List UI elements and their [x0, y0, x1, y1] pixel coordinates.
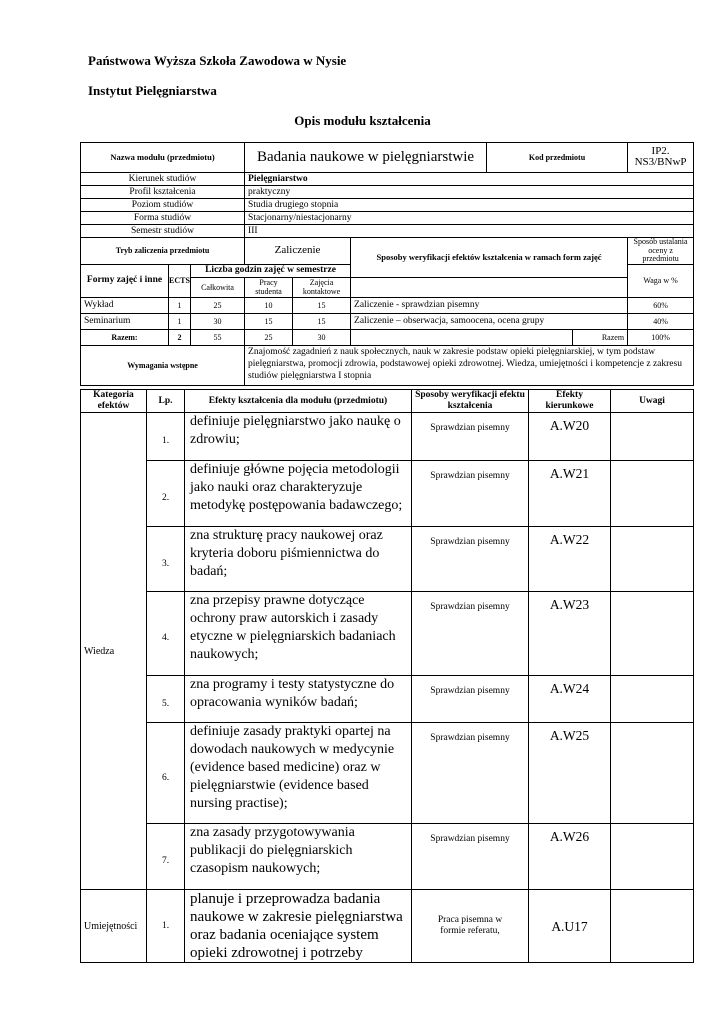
sum-weight: 100% [628, 329, 694, 345]
info-label: Semestr studiów [81, 225, 245, 238]
header-direction-effects: Efekty kierunkowe [529, 390, 611, 413]
verification-methods-label: Sposoby weryfikacji efektów kształcenia w ramach form zajęć [351, 238, 628, 278]
outcome-code: A.W21 [529, 461, 611, 527]
hours-contact-header: Zajęcia kontaktowe [293, 277, 351, 297]
outcome-effect: definiuje pielęgniarstwo jako naukę o zdrowiu; [185, 413, 412, 461]
form-method: Zaliczenie - sprawdzian pisemny [351, 297, 628, 313]
outcome-lp: 4. [147, 592, 185, 676]
header-lp: Lp. [147, 390, 185, 413]
header-effect: Efekty kształcenia dla modułu (przedmiotu) [185, 390, 412, 413]
learning-outcomes-table [80, 389, 694, 963]
sum-contact: 30 [293, 329, 351, 345]
category-skills: Umiejętności [81, 890, 147, 963]
sum-ects: 2 [169, 329, 191, 345]
outcome-lp: 3. [147, 527, 185, 592]
form-total: 30 [191, 313, 245, 329]
form-method: Zaliczenie – obserwacja, samoocena, ocena grupy [351, 313, 628, 329]
outcome-verification: Sprawdzian pisemny [412, 723, 529, 824]
outcome-notes [611, 723, 694, 824]
outcome-effect: definiuje główne pojęcia metodologii jako nauki oraz charakteryzuje metodykę postępowania badawczego; [185, 461, 412, 527]
form-ects: 1 [169, 313, 191, 329]
outcome-code: A.W25 [529, 723, 611, 824]
school-name: Państwowa Wyższa Szkoła Zawodowa w Nysie [88, 53, 347, 68]
form-contact: 15 [293, 313, 351, 329]
outcome-lp: 6. [147, 723, 185, 824]
outcome-verification: Sprawdzian pisemny [412, 413, 529, 461]
outcome-lp: 2. [147, 461, 185, 527]
module-name-value: Badania naukowe w pielęgniarstwie [245, 143, 487, 173]
info-label: Poziom studiów [81, 199, 245, 212]
requirements-label: Wymagania wstępne [81, 345, 245, 385]
header-notes: Uwagi [611, 390, 694, 413]
module-code-label: Kod przedmiotu [487, 143, 628, 173]
outcome-verification: Sprawdzian pisemny [412, 461, 529, 527]
institute-name: Instytut Pielęgniarstwa [88, 83, 217, 98]
outcome-notes [611, 413, 694, 461]
outcome-code: A.W26 [529, 824, 611, 890]
module-info-table [80, 142, 694, 386]
document-title: Opis modułu kształcenia [294, 113, 431, 128]
form-name: Seminarium [81, 313, 169, 329]
info-label: Kierunek studiów [81, 173, 245, 186]
hours-student-header: Pracy studenta [245, 277, 293, 297]
form-total: 25 [191, 297, 245, 313]
header-verification: Sposoby weryfikacji efektu kształcenia [412, 390, 529, 413]
outcome-lp: 7. [147, 824, 185, 890]
outcome-code: A.W24 [529, 676, 611, 723]
form-ects: 1 [169, 297, 191, 313]
outcome-verification: Sprawdzian pisemny [412, 676, 529, 723]
outcome-notes [611, 676, 694, 723]
assessment-mode-label: Tryb zaliczenia przedmiotu [81, 238, 245, 265]
sum-student: 25 [245, 329, 293, 345]
category-knowledge: Wiedza [81, 413, 147, 890]
outcome-verification: Sprawdzian pisemny [412, 527, 529, 592]
outcome-notes [611, 461, 694, 527]
info-value: praktyczny [245, 186, 694, 199]
forms-label: Formy zajęć i inne [81, 264, 169, 297]
sum-total: 55 [191, 329, 245, 345]
module-code-value: IP2. NS3/BNwP [628, 143, 694, 173]
assessment-mode-value: Zaliczenie [245, 238, 351, 265]
outcome-effect: zna zasady przygotowywania publikacji do pielęgniarskich czasopism naukowych; [185, 824, 412, 890]
outcome-verification: Sprawdzian pisemny [412, 824, 529, 890]
ects-label: ECTS [169, 264, 191, 297]
sum-razem-label: Razem [573, 329, 628, 345]
outcome-lp: 1. [147, 890, 185, 963]
spacer-cell [351, 277, 628, 297]
outcome-code: A.U17 [529, 890, 611, 963]
form-name: Wykład [81, 297, 169, 313]
form-contact: 15 [293, 297, 351, 313]
requirements-text: Znajomość zagadnień z nauk społecznych, nauk w zakresie podstaw opieki pielęgniarskiej, w tym podstaw pielęgniarstwa, promocji zdrowia, podstawowej opieki zdrowotnej. Wiedza, umiejętności i kompetencje z zakresu studiów pielęgniarstwa I stopnia [245, 345, 694, 385]
info-value: Studia drugiego stopnia [245, 199, 694, 212]
form-student: 15 [245, 313, 293, 329]
grade-method-label: Sposób ustalania oceny z przedmiotu [628, 238, 694, 265]
sum-spacer [351, 329, 573, 345]
form-weight: 40% [628, 313, 694, 329]
info-value: III [245, 225, 694, 238]
outcome-code: A.W22 [529, 527, 611, 592]
hours-label: Liczba godzin zajęć w semestrze [191, 264, 351, 277]
header-category: Kategoria efektów [81, 390, 147, 413]
outcome-effect: zna strukturę pracy naukowej oraz kryteria doboru piśmiennictwa do badań; [185, 527, 412, 592]
weight-label: Waga w % [628, 264, 694, 297]
outcome-notes [611, 824, 694, 890]
outcome-notes [611, 527, 694, 592]
info-value: Stacjonarny/niestacjonarny [245, 212, 694, 225]
outcome-effect: zna programy i testy statystyczne do opracowania wyników badań; [185, 676, 412, 723]
outcome-effect: definiuje zasady praktyki opartej na dowodach naukowych w medycynie (evidence based medicine) oraz w pielęgniarstwie (evidence based nursing practise); [185, 723, 412, 824]
outcome-notes [611, 592, 694, 676]
sum-label: Razem: [81, 329, 169, 345]
form-weight: 60% [628, 297, 694, 313]
outcome-lp: 1. [147, 413, 185, 461]
outcome-lp: 5. [147, 676, 185, 723]
outcome-code: A.W20 [529, 413, 611, 461]
form-student: 10 [245, 297, 293, 313]
outcome-code: A.W23 [529, 592, 611, 676]
outcome-verification: Praca pisemna w formie referatu, [412, 890, 529, 963]
info-label: Forma studiów [81, 212, 245, 225]
module-name-label: Nazwa modułu (przedmiotu) [81, 143, 245, 173]
outcome-notes [611, 890, 694, 963]
hours-total-header: Całkowita [191, 277, 245, 297]
info-label: Profil kształcenia [81, 186, 245, 199]
outcome-verification: Sprawdzian pisemny [412, 592, 529, 676]
outcome-effect: planuje i przeprowadza badania naukowe w zakresie pielęgniarstwa oraz badania oceniające system opieki zdrowotnej i potrzeby [185, 890, 412, 963]
outcome-effect: zna przepisy prawne dotyczące ochrony praw autorskich i zasady etyczne w pielęgniarskich badaniach naukowych; [185, 592, 412, 676]
info-value: Pielęgniarstwo [245, 173, 694, 186]
